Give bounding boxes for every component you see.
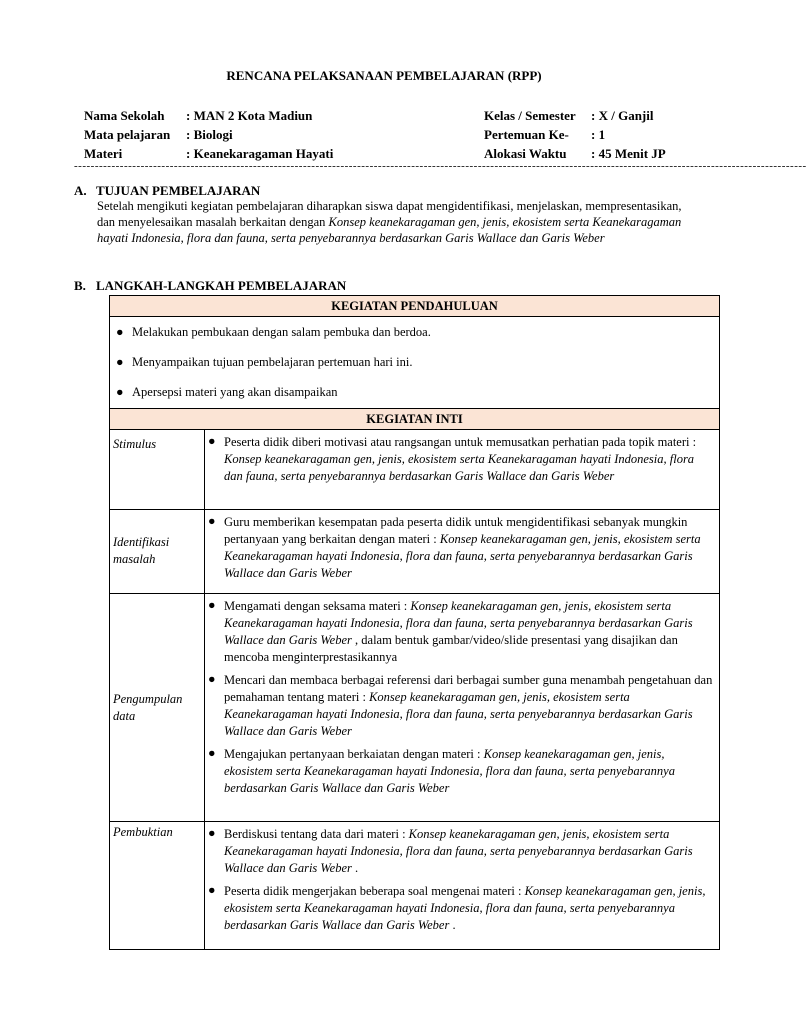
item-plain: Mengamati dengan seksama materi : [224,599,411,613]
meta-row-school [84,106,333,125]
item-italic: Konsep keanekaragaman gen, jenis, ekosistem serta Keanekaragaman hayati Indonesia, flora dan fauna, serta penyebarannya berdasarkan Garis Wallace dan Garis Weber [224,452,695,483]
stage-label-pengumpulan [110,594,205,822]
item-italic: Konsep keanekaragaman gen, jenis, ekosistem serta Keanekaragaman hayati Indonesia, flora dan fauna, serta penyebarannya berdasarkan Garis Wallace dan Garis Weber [224,884,706,932]
meta-value: : Keanekaragaman Hayati [186,146,334,161]
list-item [208,672,713,740]
meta-value: : 45 Menit JP [591,146,666,161]
identifikasi-row [110,510,720,594]
pendahuluan-header-row [110,296,720,317]
stage-content [205,822,720,950]
section-letter: B. [74,278,86,293]
stage-content [205,594,720,822]
item-plain: Mengajukan pertanyaan berkaiatan dengan materi : [224,747,484,761]
section-a-heading [74,183,260,199]
item-tail: . [449,918,456,932]
list-item [208,746,713,797]
item-plain: Guru memberikan kesempatan pada peserta didik untuk mengidentifikasi sebanyak mungkin pertanyaan yang berkaitan dengan materi : [224,515,688,546]
dashed-divider: -------------------------------------------------------------------------------------------------------------------------------------------------------------------------------- [74,160,807,172]
bullet-icon: ● [208,434,216,448]
list-item [116,324,713,340]
list-item-text: Melakukan pembukaan dengan salam pembuka dan berdoa. [132,325,431,339]
meta-row-subject [84,125,333,144]
pendahuluan-content-row [110,317,720,409]
bullet-icon: ● [208,746,216,760]
meta-value: : MAN 2 Kota Madiun [186,108,313,123]
meta-key: Kelas / Semester [484,108,576,123]
meta-key: Alokasi Waktu [484,146,567,161]
item-italic: Konsep keanekaragaman gen, jenis, ekosistem serta Keanekaragaman hayati Indonesia, flora dan fauna, serta penyebarannya berdasarkan Garis Wallace dan Garis Weber [224,599,693,647]
stage-label-pembuktian [110,822,205,950]
bullet-icon: ● [208,672,216,686]
paragraph-italic: Konsep keanekaragaman gen, jenis, ekosistem serta Keanekaragaman hayati Indonesia, flora dan fauna, serta penyebarannya berdasarkan Garis Wallace dan Garis Weber [97,215,682,245]
list-item [116,384,713,400]
item-plain: Mencari dan membaca berbagai referensi dari berbagai sumber guna menambah pengetahuan dan pemahaman tentang materi : [224,673,713,704]
list-item-text: Menyampaikan tujuan pembelajaran pertemuan hari ini. [132,355,413,369]
list-item-text [224,746,713,797]
list-item [208,434,713,485]
meta-key: Materi [84,146,123,161]
meta-row-class [484,106,666,125]
paragraph-plain: Setelah mengikuti kegiatan pembelajaran diharapkan siswa dapat mengidentifikasi, menjelaskan, mempresentasikan, dan menyelesaikan masalah berkaitan dengan [97,199,682,229]
list-item-text: Apersepsi materi yang akan disampaikan [132,385,338,399]
stage-label-text: Stimulus [113,437,157,451]
item-tail: , dalam bentuk gambar/video/slide presentasi yang disajikan dan mencoba menginterprestasikannya [224,633,678,664]
meta-key: Nama Sekolah [84,108,165,123]
stage-label-text: Identifikasi masalah [113,535,170,566]
list-item-text [224,598,713,666]
meta-row-meeting [484,125,666,144]
document-title: RENCANA PELAKSANAAN PEMBELAJARAN (RPP) [226,68,542,83]
section-a-paragraph [97,198,697,246]
pengumpulan-row [110,594,720,822]
stage-content [205,430,720,510]
item-italic: Konsep keanekaragaman gen, jenis, ekosistem serta Keanekaragaman hayati Indonesia, flora dan fauna, serta penyebarannya berdasarkan Garis Wallace dan Garis Weber [224,532,701,580]
list-item [208,826,713,877]
section-b-heading [74,278,346,294]
item-italic: Konsep keanekaragaman gen, jenis, ekosistem serta Keanekaragaman hayati Indonesia, flora dan fauna, serta penyebarannya berdasarkan Garis Wallace dan Garis Weber [224,690,693,738]
section-title: TUJUAN PEMBELAJARAN [96,183,261,198]
list-item [208,514,713,582]
item-italic: Konsep keanekaragaman gen, jenis, ekosistem serta Keanekaragaman hayati Indonesia, flora dan fauna, serta penyebarannya berdasarkan Garis Wallace dan Garis Weber [224,827,693,875]
item-italic: Konsep keanekaragaman gen, jenis, ekosistem serta Keanekaragaman hayati Indonesia, flora dan fauna, serta penyebarannya berdasarkan Garis Wallace dan Garis Weber [224,747,675,795]
pendahuluan-list [110,317,720,409]
bullet-icon: ● [208,598,216,612]
list-item-text [224,514,713,582]
steps-table [109,295,720,950]
meta-key: Pertemuan Ke- [484,127,569,142]
meta-right [484,106,666,163]
item-plain: Peserta didik mengerjakan beberapa soal mengenai materi : [224,884,525,898]
list-item-text [224,434,713,485]
bullet-icon: ● [116,325,124,339]
inti-header-row [110,409,720,430]
item-plain: Berdiskusi tentang data dari materi : [224,827,409,841]
section-title: LANGKAH-LANGKAH PEMBELAJARAN [96,278,347,293]
meta-value: : Biologi [186,127,233,142]
stimulus-row [110,430,720,510]
meta-value: : X / Ganjil [591,108,654,123]
bullet-icon: ● [116,385,124,399]
meta-left [84,106,333,163]
bullet-icon: ● [116,355,124,369]
list-item [208,883,713,934]
list-item-text [224,672,713,740]
bullet-icon: ● [208,826,216,840]
item-plain: Peserta didik diberi motivasi atau rangsangan untuk memusatkan perhatian pada topik materi : [224,435,697,449]
pembuktian-row [110,822,720,950]
item-tail: . [351,861,359,875]
stage-label-text: Pembuktian [113,825,173,839]
stage-content [205,510,720,594]
stage-label-identifikasi [110,510,205,594]
stage-label-stimulus [110,430,205,510]
list-item [116,354,713,370]
bullet-icon: ● [208,514,216,528]
section-letter: A. [74,183,87,198]
stage-label-text: Pengumpulan data [113,691,183,723]
list-item [208,598,713,666]
inti-heading: KEGIATAN INTI [110,409,720,430]
list-item-text [224,826,713,877]
bullet-icon: ● [208,883,216,897]
list-item-text [224,883,713,934]
meta-value: : 1 [591,127,606,142]
meta-key: Mata pelajaran [84,127,171,142]
pendahuluan-heading: KEGIATAN PENDAHULUAN [110,296,720,317]
